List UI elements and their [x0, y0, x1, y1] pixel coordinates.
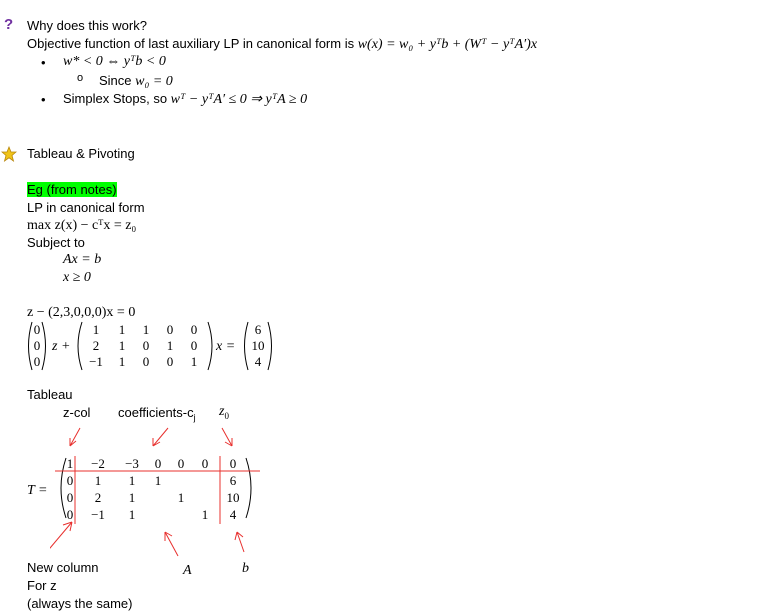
tableau-cell: −1: [91, 507, 105, 522]
tableau-cell: 0: [177, 456, 185, 471]
sub-bullet-circle: o: [77, 72, 84, 84]
z-label: z +: [52, 339, 71, 354]
coeff-sub: j: [193, 412, 196, 423]
matrix-cell: 1: [118, 338, 126, 353]
tableau-cell: 1: [94, 473, 102, 488]
matrix-cell: 1: [118, 354, 126, 369]
question-icon: ?: [4, 16, 14, 33]
bullet2-formula: wᵀ − yᵀA′ ≤ 0 ⇒ yᵀA ≥ 0: [170, 92, 308, 107]
left-vector-0: 0: [33, 322, 41, 337]
rhs-0: 6: [254, 322, 262, 337]
coeff-text: coefficients-c: [118, 405, 194, 420]
bullet-dot-1: •: [41, 55, 46, 70]
tableau-cell: 1: [128, 507, 136, 522]
matrix-cell: 2: [92, 338, 100, 353]
zcol-label: z-col: [63, 405, 91, 420]
matrix-cell: 1: [190, 354, 198, 369]
star-icon: [1, 146, 17, 162]
rhs-1: 10: [251, 338, 265, 353]
constraint2: x ≥ 0: [63, 270, 91, 285]
tableau-cell: 0: [201, 456, 209, 471]
tableau-cell: 1: [154, 473, 162, 488]
tableau-cells: [67, 456, 240, 522]
eg-label: Eg (from notes): [27, 182, 117, 197]
section-title: Tableau & Pivoting: [27, 146, 135, 161]
objective-line: [27, 36, 537, 53]
sub-bullet: [99, 73, 173, 90]
bullet2: [63, 91, 307, 108]
bullet1: w* < 0 ⇔ yᵀb < 0: [63, 54, 166, 69]
bullet-dot-2: •: [41, 92, 46, 107]
tableau-cell: 1: [66, 456, 74, 471]
rhs-2: 4: [254, 354, 262, 369]
b-label: b: [242, 561, 249, 576]
sub-bullet-formula: w₀ = 0: [135, 74, 173, 89]
matrix-cell: 0: [166, 354, 174, 369]
tableau-cell: 0: [66, 473, 74, 488]
z0-text: z: [219, 404, 225, 419]
tableau-cell: −3: [125, 456, 139, 471]
lp-label: LP in canonical form: [27, 200, 145, 215]
left-vector-1: 0: [33, 338, 41, 353]
a-label: A: [183, 563, 192, 578]
matrix-cell: 0: [166, 322, 174, 337]
tableau-cell: 1: [201, 507, 209, 522]
new-column-line-2-text: For z: [27, 578, 57, 593]
question-text: Why does this work?: [27, 18, 147, 33]
annotation-arrows: [50, 428, 244, 556]
tableau-cell: −2: [91, 456, 105, 471]
matrix-equation: [24, 320, 284, 372]
tableau-cell: 0: [154, 456, 162, 471]
x-label: x =: [216, 339, 236, 354]
matrix-cell: 0: [142, 338, 150, 353]
sub-bullet-text: Since: [99, 73, 132, 88]
matrix-cell: 1: [166, 338, 174, 353]
z0-sub: 0: [224, 410, 229, 421]
new-column-line-2: [27, 578, 57, 593]
new-column-line-1: New column: [27, 560, 99, 575]
tableau-cell: 4: [229, 507, 237, 522]
tableau-cell: 0: [66, 490, 74, 505]
t-label: T =: [27, 483, 48, 498]
tableau-cell: 0: [229, 456, 237, 471]
equation: z − (2,3,0,0,0)x = 0: [27, 305, 136, 320]
matrix-cell: 0: [190, 322, 198, 337]
matrix-cell: 0: [190, 338, 198, 353]
subject-to: Subject to: [27, 235, 85, 250]
matrix-cell: 1: [142, 322, 150, 337]
tableau-label: Tableau: [27, 387, 73, 402]
new-column-line-3: (always the same): [27, 596, 133, 611]
objective-text: Objective function of last auxiliary LP in canonical form is: [27, 36, 355, 51]
constraint1: Ax = b: [63, 252, 102, 267]
coefficient-matrix: [89, 322, 197, 369]
tableau-cell: 6: [229, 473, 237, 488]
tableau-cell: 1: [128, 473, 136, 488]
objective-formula: w(x) = w₀ + yᵀb + (Wᵀ − yᵀA′)x: [357, 37, 538, 52]
matrix-cell: 0: [142, 354, 150, 369]
tableau-cell: 1: [128, 490, 136, 505]
matrix-cell: 1: [118, 322, 126, 337]
tableau-cell: 10: [226, 490, 240, 505]
matrix-cell: −1: [89, 354, 103, 369]
tableau-cell: 1: [177, 490, 185, 505]
max-line: max z(x) − cᵀx = z₀: [27, 218, 137, 233]
left-vector-2: 0: [33, 354, 41, 369]
matrix-cell: 1: [92, 322, 100, 337]
tableau-cell: 0: [66, 507, 74, 522]
tableau-cell: 2: [94, 490, 102, 505]
bullet2-text: Simplex Stops, so: [63, 91, 168, 106]
